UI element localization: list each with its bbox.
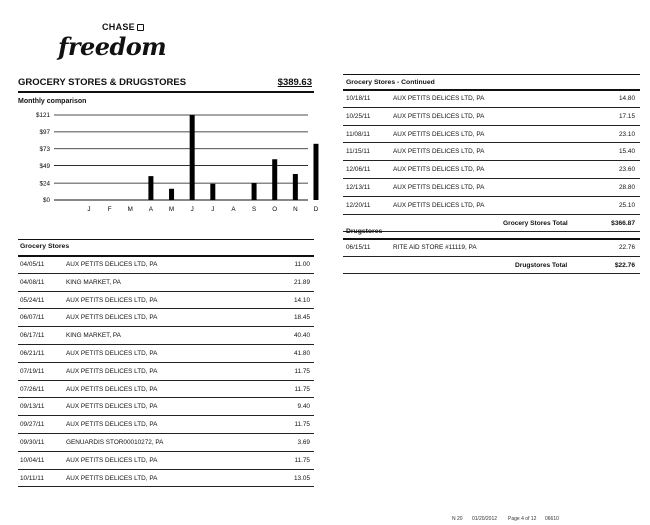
merchant-cell: KING MARKET, PA — [66, 278, 121, 286]
chase-wordmark — [102, 22, 144, 32]
category-title: GROCERY STORES & DRUGSTORES — [18, 77, 187, 88]
drugstores-title: Drugstores — [346, 228, 383, 235]
merchant-cell: RITE AID STORE #11119, PA — [393, 244, 477, 251]
table-row — [18, 309, 314, 327]
y-tick-label: $0 — [42, 197, 50, 205]
merchant-cell: AUX PETITS DELICES LTD, PA — [393, 112, 485, 120]
table-row — [18, 416, 314, 434]
merchant-cell: GENUARDIS STOR00010272, PA — [66, 438, 164, 446]
header-rule — [18, 91, 314, 93]
amount-cell: 15.40 — [619, 148, 635, 156]
total-row — [343, 215, 640, 232]
amount-cell: 14.10 — [294, 296, 310, 304]
table-row — [18, 327, 314, 345]
date-cell: 11/15/11 — [346, 148, 370, 156]
y-tick-label: $24 — [39, 180, 50, 188]
merchant-cell: AUX PETITS DELICES LTD, PA — [66, 296, 158, 304]
amount-cell: 23.10 — [619, 130, 635, 138]
table-row — [343, 143, 640, 161]
bar — [148, 176, 153, 200]
merchant-cell: AUX PETITS DELICES LTD, PA — [66, 474, 158, 482]
amount-cell: 41.80 — [294, 349, 310, 357]
x-tick-label: A — [148, 206, 154, 213]
amount-cell: 3.69 — [297, 438, 310, 446]
date-cell: 04/05/11 — [20, 261, 45, 268]
date-cell: 12/06/11 — [346, 166, 371, 174]
bar — [252, 183, 257, 200]
monthly-comparison-chart — [18, 100, 319, 218]
table-row — [343, 239, 640, 257]
table-row — [343, 126, 640, 144]
chase-freedom-logo — [58, 22, 167, 67]
merchant-cell: AUX PETITS DELICES LTD, PA — [66, 421, 158, 429]
amount-cell: 25.10 — [619, 201, 635, 209]
table-row — [18, 398, 314, 416]
date-cell: 12/20/11 — [346, 201, 371, 209]
grocery-continued-table — [343, 90, 640, 232]
date-cell: 06/17/11 — [20, 332, 45, 340]
amount-cell: 17.15 — [619, 112, 635, 120]
date-cell: 10/18/11 — [346, 95, 371, 102]
x-tick-label: N — [293, 206, 298, 213]
y-tick-label: $97 — [39, 129, 50, 137]
amount-cell: 14.80 — [619, 95, 635, 102]
amount-cell: 11.00 — [294, 261, 310, 268]
merchant-cell: AUX PETITS DELICES LTD, PA — [66, 403, 158, 411]
merchant-cell: AUX PETITS DELICES LTD, PA — [66, 385, 158, 393]
x-tick-label: M — [168, 206, 175, 213]
amount-cell: 28.80 — [619, 183, 635, 191]
x-tick-label: A — [231, 206, 236, 213]
merchant-cell: AUX PETITS DELICES LTD, PA — [393, 201, 485, 209]
date-cell: 09/13/11 — [20, 403, 45, 411]
bar — [169, 189, 174, 200]
amount-cell: 11.75 — [294, 421, 310, 429]
brand-label: CHASE — [101, 22, 135, 32]
footer-code: N 20 — [452, 516, 463, 522]
table-row — [18, 434, 314, 452]
y-tick-label: $73 — [39, 145, 50, 153]
freedom-wordmark: freedom — [58, 32, 167, 61]
merchant-cell: AUX PETITS DELICES LTD, PA — [393, 166, 485, 174]
merchant-cell: KING MARKET, PA — [66, 332, 121, 340]
bar — [190, 115, 195, 200]
merchant-cell: AUX PETITS DELICES LTD, PA — [66, 367, 158, 375]
amount-cell: 22.76 — [619, 244, 635, 251]
date-cell: 12/13/11 — [346, 183, 371, 191]
date-cell: 07/26/11 — [20, 385, 45, 393]
date-cell: 06/15/11 — [346, 244, 371, 251]
merchant-cell: AUX PETITS DELICES LTD, PA — [66, 314, 158, 322]
y-tick-label: $121 — [35, 112, 50, 120]
merchant-cell: AUX PETITS DELICES LTD, PA — [393, 183, 485, 191]
table-row — [18, 470, 314, 488]
table-row — [18, 292, 314, 310]
amount-cell: 11.75 — [294, 456, 310, 464]
y-tick-labels — [36, 112, 51, 204]
table-row — [18, 452, 314, 470]
bar — [313, 144, 318, 200]
amount-cell: 40.40 — [294, 332, 310, 340]
total-value: $22.76 — [614, 261, 635, 269]
bar — [272, 159, 277, 200]
drugstores-table — [343, 239, 640, 274]
bar — [210, 184, 215, 200]
continued-title: Grocery Stores - Continued — [346, 79, 435, 86]
merchant-cell: AUX PETITS DELICES LTD, PA — [393, 130, 485, 138]
table-row — [343, 197, 640, 215]
total-row — [343, 257, 640, 274]
chase-octagon-icon — [137, 24, 144, 31]
continued-top-rule — [343, 74, 640, 75]
bar — [293, 174, 298, 200]
amount-cell: 23.60 — [619, 166, 635, 174]
date-cell: 05/24/11 — [20, 296, 45, 304]
amount-cell: 18.45 — [294, 314, 310, 322]
total-label: Grocery Stores Total — [503, 219, 568, 227]
x-tick-labels — [87, 206, 318, 213]
table-row — [18, 256, 314, 274]
merchant-cell: AUX PETITS DELICES LTD, PA — [66, 261, 158, 268]
table-row — [343, 179, 640, 197]
amount-cell: 11.75 — [294, 385, 310, 393]
date-cell: 10/25/11 — [346, 112, 371, 120]
total-value: $366.87 — [611, 219, 635, 227]
y-tick-label: $49 — [39, 162, 50, 170]
bars — [148, 115, 318, 200]
x-tick-label: F — [107, 206, 112, 213]
amount-cell: 9.40 — [297, 403, 310, 411]
grocery-stores-title: Grocery Stores — [20, 243, 70, 250]
y-grid — [54, 115, 308, 200]
chart-title: Monthly comparison — [18, 98, 87, 105]
x-tick-label: M — [127, 206, 133, 213]
amount-cell: 21.89 — [294, 278, 310, 286]
date-cell: 10/11/11 — [20, 474, 44, 482]
x-tick-label: J — [87, 206, 91, 213]
table-row — [343, 161, 640, 179]
table-row — [343, 108, 640, 126]
date-cell: 06/21/11 — [20, 349, 45, 357]
date-cell: 10/04/11 — [20, 456, 45, 464]
amount-cell: 13.05 — [294, 474, 310, 482]
table-row — [18, 345, 314, 363]
table-row — [18, 381, 314, 399]
merchant-cell: AUX PETITS DELICES LTD, PA — [393, 95, 485, 102]
category-total: $389.63 — [277, 77, 312, 88]
x-tick-label: J — [190, 206, 194, 213]
merchant-cell: AUX PETITS DELICES LTD, PA — [393, 148, 485, 156]
x-tick-label: D — [313, 206, 319, 213]
footer-page: Page 4 of 12 — [508, 516, 537, 522]
grocery-stores-top-rule — [18, 239, 314, 240]
date-cell: 06/07/11 — [20, 314, 45, 322]
x-tick-label: O — [272, 206, 278, 213]
x-tick-label: S — [251, 206, 257, 213]
grocery-stores-table — [18, 256, 314, 487]
table-row — [18, 274, 314, 292]
footer-date: 01/20/2012 — [472, 516, 498, 522]
merchant-cell: AUX PETITS DELICES LTD, PA — [66, 349, 158, 357]
footer-ref: 06610 — [545, 516, 559, 522]
table-row — [343, 90, 640, 108]
date-cell: 07/19/11 — [20, 367, 45, 375]
table-row — [18, 363, 314, 381]
date-cell: 04/08/11 — [20, 278, 45, 286]
merchant-cell: AUX PETITS DELICES LTD, PA — [66, 456, 158, 464]
date-cell: 09/30/11 — [20, 438, 45, 446]
date-cell: 11/08/11 — [346, 130, 370, 138]
amount-cell: 11.75 — [294, 367, 310, 375]
total-label: Drugstores Total — [515, 261, 568, 269]
x-tick-label: J — [211, 206, 215, 213]
date-cell: 09/27/11 — [20, 421, 45, 429]
